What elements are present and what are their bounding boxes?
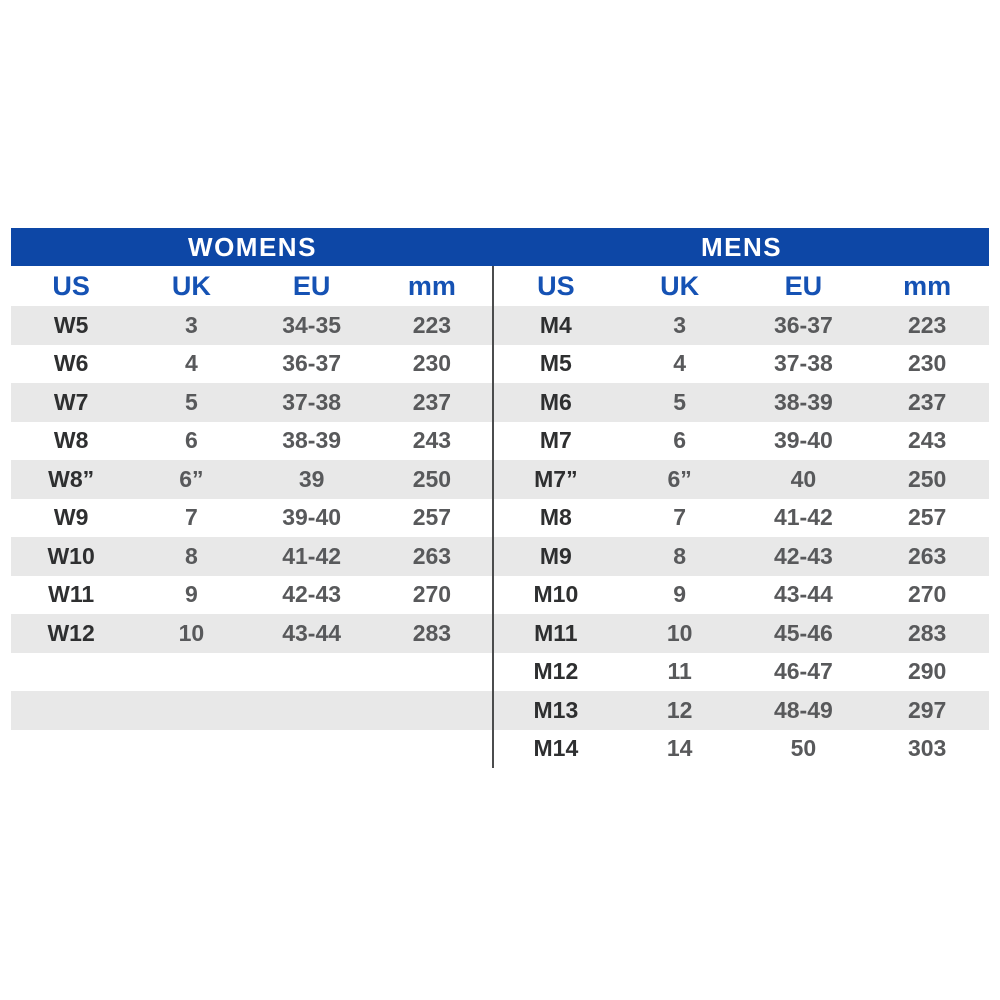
table-row (11, 306, 492, 345)
cell-us: W8” (48, 465, 95, 492)
cell-mm: 263 (907, 542, 947, 569)
cell-mm: 283 (412, 619, 452, 646)
cell-us: W11 (48, 581, 95, 608)
cell-us: M5 (539, 350, 572, 377)
cell-eu: 40 (790, 465, 817, 492)
cell-uk: 10 (666, 619, 693, 646)
womens-table (11, 266, 492, 768)
table-row (11, 537, 492, 576)
cell-mm: 283 (907, 619, 947, 646)
table-row (494, 499, 989, 538)
cell-eu: 45-46 (773, 619, 833, 646)
table-row (494, 345, 989, 384)
size-chart (11, 228, 989, 768)
column-header-uk: UK (660, 270, 700, 301)
cell-uk: 3 (673, 311, 687, 338)
cell-eu: 34-35 (282, 311, 342, 338)
cell-us: W7 (53, 388, 89, 415)
table-row (494, 653, 989, 692)
cell-eu: 37-38 (773, 350, 833, 377)
table-row (11, 345, 492, 384)
column-header-eu: EU (784, 270, 823, 301)
cell-mm: 223 (907, 311, 947, 338)
cell-mm: 243 (907, 427, 947, 454)
table-row (11, 460, 492, 499)
cell-eu: 50 (790, 735, 817, 762)
cell-mm: 250 (412, 465, 452, 492)
cell-eu: 39-40 (282, 504, 342, 531)
cell-eu: 38-39 (282, 427, 342, 454)
table-row (494, 383, 989, 422)
cell-mm: 303 (907, 735, 947, 762)
column-header-eu: EU (292, 270, 331, 301)
cell-uk: 5 (184, 388, 198, 415)
cell-uk: 11 (667, 658, 692, 685)
cell-uk: 6” (179, 465, 204, 492)
cell-eu: 43-44 (282, 619, 342, 646)
cell-uk: 9 (673, 581, 687, 608)
table-row (11, 499, 492, 538)
table-row (494, 730, 989, 769)
cell-us: W6 (53, 350, 89, 377)
cell-mm: 297 (907, 696, 947, 723)
cell-us: M11 (534, 619, 578, 646)
column-header-mm: mm (903, 270, 952, 301)
cell-us: M9 (539, 542, 572, 569)
cell-eu: 41-42 (282, 542, 342, 569)
cell-eu: 41-42 (773, 504, 833, 531)
cell-mm: 243 (412, 427, 452, 454)
cell-uk: 6” (667, 465, 692, 492)
chart-header-bar (11, 228, 989, 266)
cell-eu: 36-37 (282, 350, 342, 377)
cell-uk: 14 (666, 735, 693, 762)
table-row (11, 383, 492, 422)
column-header-us: US (52, 270, 90, 301)
cell-eu: 37-38 (282, 388, 342, 415)
table-row (494, 306, 989, 345)
column-header-uk: UK (171, 270, 211, 301)
chart-body (11, 266, 989, 768)
cell-uk: 8 (184, 542, 198, 569)
cell-eu: 46-47 (773, 658, 833, 685)
cell-mm: 270 (907, 581, 947, 608)
cell-us: M7” (534, 465, 578, 492)
table-row (11, 691, 492, 730)
cell-eu: 43-44 (773, 581, 833, 608)
cell-mm: 257 (907, 504, 947, 531)
cell-us: W10 (47, 542, 95, 569)
table-row (11, 653, 492, 692)
table-row (11, 576, 492, 615)
cell-uk: 8 (673, 542, 687, 569)
cell-us: M4 (539, 311, 572, 338)
cell-uk: 7 (673, 504, 687, 531)
cell-us: M6 (539, 388, 572, 415)
cell-eu: 39 (298, 465, 325, 492)
cell-uk: 6 (184, 427, 198, 454)
cell-mm: 230 (907, 350, 947, 377)
table-row (494, 691, 989, 730)
cell-us: W5 (53, 311, 89, 338)
table-row (494, 460, 989, 499)
cell-eu: 39-40 (773, 427, 833, 454)
cell-uk: 7 (184, 504, 198, 531)
cell-us: M12 (533, 658, 579, 685)
cell-eu: 38-39 (773, 388, 833, 415)
table-row (494, 422, 989, 461)
table-row (494, 614, 989, 653)
cell-us: M8 (539, 504, 572, 531)
cell-uk: 4 (673, 350, 687, 377)
cell-mm: 237 (412, 388, 452, 415)
column-header-mm: mm (407, 270, 456, 301)
table-row (11, 614, 492, 653)
womens-header-title: WOMENS (188, 231, 317, 262)
cell-us: W9 (53, 504, 89, 531)
table-row (494, 576, 989, 615)
cell-us: M10 (533, 581, 579, 608)
cell-eu: 42-43 (773, 542, 833, 569)
table-row (11, 422, 492, 461)
cell-us: W8 (53, 427, 89, 454)
cell-mm: 230 (412, 350, 452, 377)
cell-uk: 12 (666, 696, 693, 723)
cell-eu: 36-37 (773, 311, 833, 338)
cell-us: M13 (533, 696, 579, 723)
mens-header-title: MENS (700, 231, 783, 262)
column-header-row (11, 266, 492, 306)
cell-uk: 5 (673, 388, 687, 415)
cell-mm: 223 (412, 311, 452, 338)
cell-uk: 9 (184, 581, 198, 608)
cell-uk: 4 (184, 350, 198, 377)
cell-eu: 48-49 (773, 696, 833, 723)
cell-mm: 257 (412, 504, 452, 531)
cell-uk: 3 (184, 311, 198, 338)
cell-us: M7 (539, 427, 572, 454)
column-header-row (494, 266, 989, 306)
cell-mm: 263 (412, 542, 452, 569)
cell-mm: 290 (907, 658, 947, 685)
table-row (494, 537, 989, 576)
column-header-us: US (537, 270, 575, 301)
cell-uk: 10 (178, 619, 205, 646)
table-row (11, 730, 492, 769)
mens-table (494, 266, 989, 768)
cell-mm: 270 (412, 581, 452, 608)
cell-mm: 237 (907, 388, 947, 415)
cell-us: W12 (47, 619, 95, 646)
cell-uk: 6 (673, 427, 687, 454)
cell-us: M14 (533, 735, 579, 762)
cell-mm: 250 (907, 465, 947, 492)
cell-eu: 42-43 (282, 581, 342, 608)
